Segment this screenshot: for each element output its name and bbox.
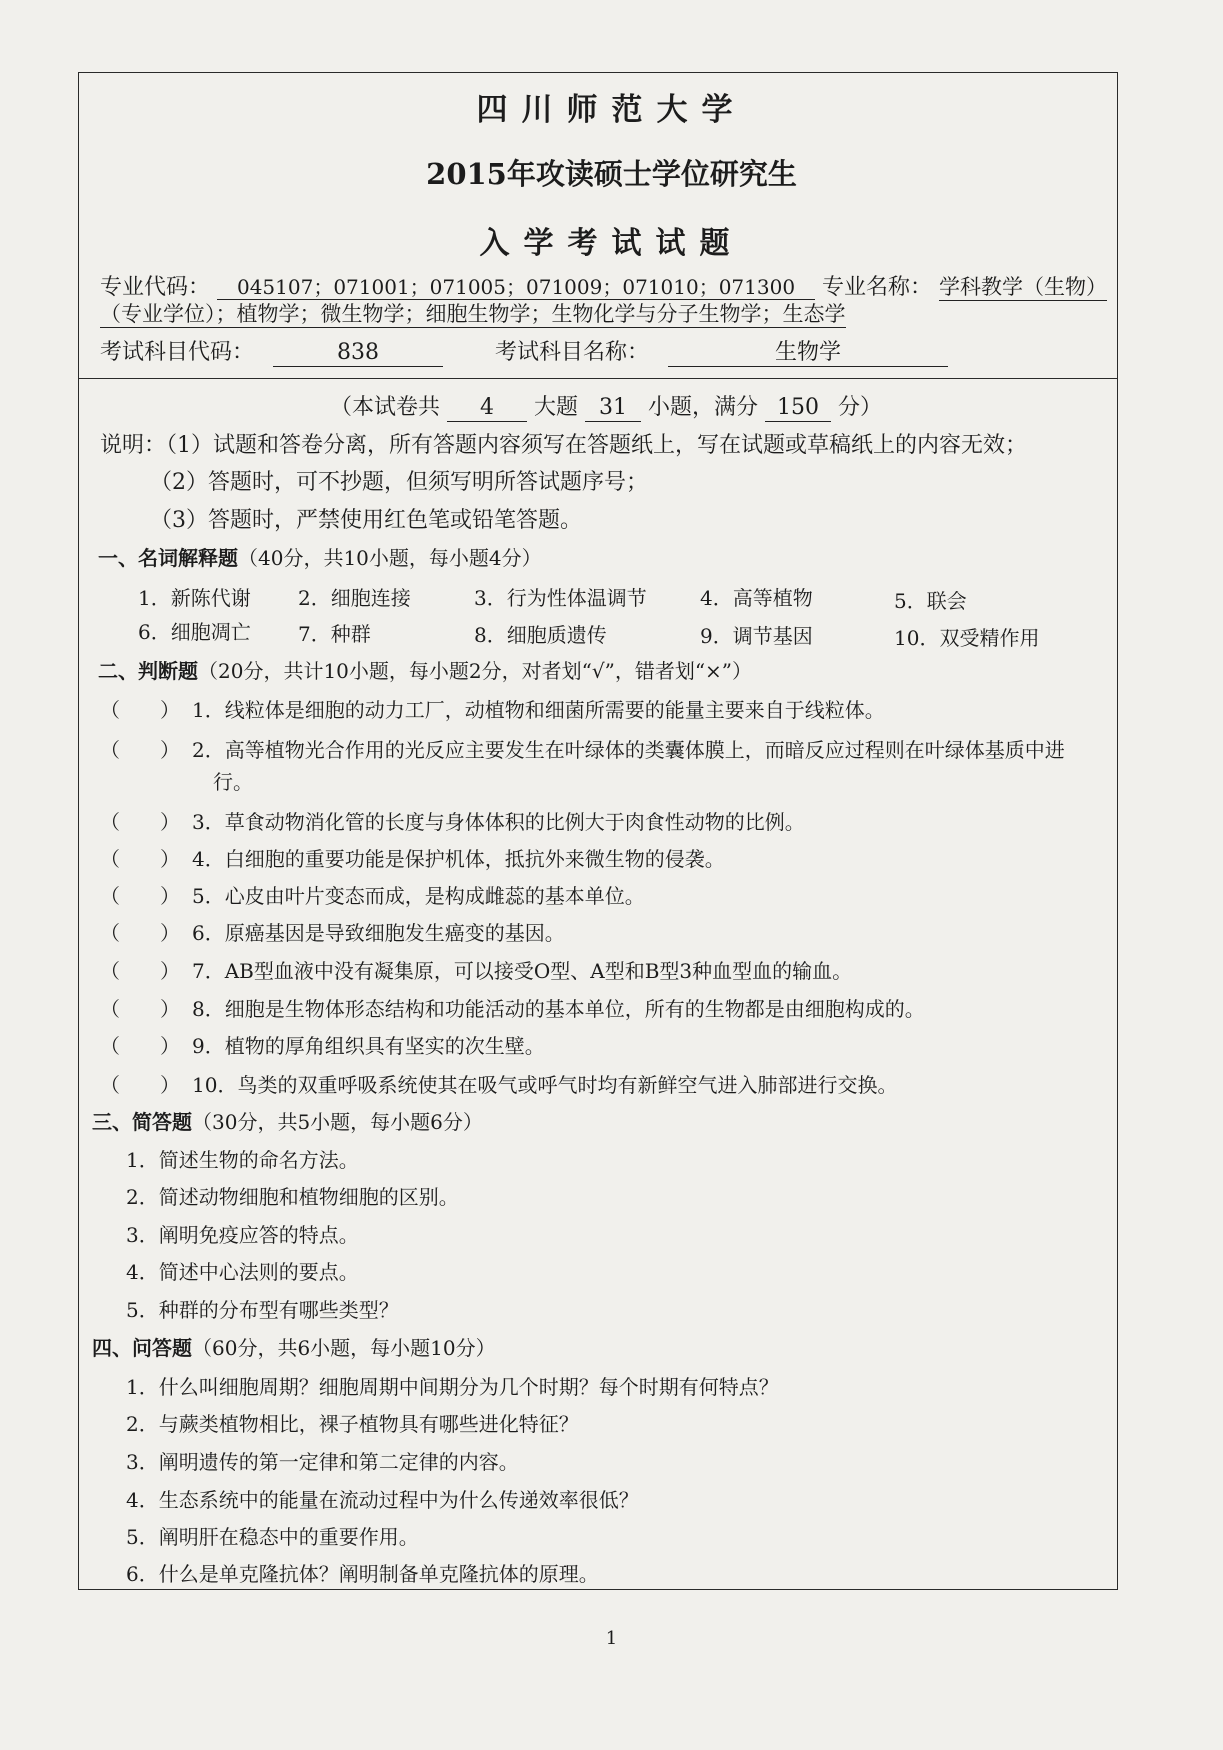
- term-6: 6．细胞凋亡: [138, 620, 251, 644]
- short-answer-3: 3．阐明免疫应答的特点。: [126, 1223, 359, 1247]
- header-divider: [78, 378, 1118, 379]
- essay-question-6: 6．什么是单克隆抗体？阐明制备单克隆抗体的原理。: [126, 1562, 599, 1586]
- note-3: （3）答题时，严禁使用红色笔或铅笔答题。: [150, 508, 582, 533]
- judge-item-2: [100, 734, 1065, 763]
- term-10: 10．双受精作用: [894, 626, 1040, 650]
- judge-item-1: [100, 694, 885, 723]
- page-number: 1: [605, 1628, 618, 1649]
- term-8: 8．细胞质遗传: [474, 623, 607, 647]
- judge-item-9: [100, 1030, 545, 1059]
- section4-heading: [92, 1332, 496, 1361]
- judge-item-6: [100, 917, 565, 946]
- judge-item-2-cont: 行。: [213, 770, 253, 794]
- major-name-value-2: （专业学位）；植物学；微生物学；细胞生物学；生物化学与分子生物学；生态学: [100, 302, 846, 328]
- answer-blank: （ ）: [100, 1034, 180, 1058]
- essay-question-5: 5．阐明肝在稳态中的重要作用。: [126, 1525, 419, 1549]
- note-1: 说明：（1）试题和答卷分离，所有答题内容须写在答题纸上，写在试题或草稿纸上的内容无效；: [100, 433, 1028, 458]
- term-5: 5．联会: [894, 589, 967, 613]
- judge-text: 10．鸟类的双重呼吸系统使其在吸气或呼气时均有新鲜空气进入肺部进行交换。: [192, 1073, 898, 1097]
- judge-item-3: [100, 806, 805, 835]
- term-1: 1．新陈代谢: [138, 586, 251, 610]
- section3-title: 三、简答题: [92, 1110, 192, 1134]
- term-3: 3．行为性体温调节: [474, 586, 647, 610]
- judge-item-8: [100, 993, 925, 1022]
- major-code-value: 045107；071001；071005；071009；071010；071300: [217, 275, 815, 300]
- answer-blank: （ ）: [100, 959, 180, 983]
- answer-blank: （ ）: [100, 810, 180, 834]
- short-answer-5: 5．种群的分布型有哪些类型？: [126, 1298, 399, 1322]
- summary-small-count: 31: [585, 395, 641, 422]
- section4-title: 四、问答题: [92, 1336, 192, 1360]
- term-7: 7．种群: [298, 622, 371, 646]
- note-2: （2）答题时，可不抄题，但须写明所答试题序号；: [150, 470, 648, 495]
- answer-blank: （ ）: [100, 884, 180, 908]
- major-name-value-1: 学科教学（生物）: [939, 275, 1107, 301]
- section2-title: 二、判断题: [98, 659, 198, 683]
- essay-question-1: 1．什么叫细胞周期？细胞周期中间期分为几个时期？每个时期有何特点？: [126, 1375, 779, 1399]
- judge-text: 6．原癌基因是导致细胞发生癌变的基因。: [192, 921, 565, 945]
- judge-text: 3．草食动物消化管的长度与身体体积的比例大于肉食性动物的比例。: [192, 810, 805, 834]
- section1-title: 一、名词解释题: [98, 546, 238, 570]
- judge-item-4: [100, 843, 725, 872]
- major-code-line: [100, 270, 1107, 301]
- short-answer-1: 1．简述生物的命名方法。: [126, 1148, 359, 1172]
- short-answer-2: 2．简述动物细胞和植物细胞的区别。: [126, 1185, 459, 1209]
- judge-text: 1．线粒体是细胞的动力工厂，动植物和细菌所需要的能量主要来自于线粒体。: [192, 698, 885, 722]
- term-9: 9．调节基因: [700, 624, 813, 648]
- major-code-label: 专业代码：: [100, 275, 211, 300]
- short-answer-4: 4．简述中心法则的要点。: [126, 1260, 359, 1284]
- answer-blank: （ ）: [100, 1073, 180, 1097]
- answer-blank: （ ）: [100, 921, 180, 945]
- judge-item-10: [100, 1069, 897, 1098]
- judge-text: 4．白细胞的重要功能是保护机体，抵抗外来微生物的侵袭。: [192, 847, 725, 871]
- summary-big-count: 4: [447, 395, 527, 422]
- section2-desc: （20分，共计10小题，每小题2分，对者划“√”，错者划“×”）: [198, 659, 753, 683]
- summary-score: 150: [765, 395, 831, 422]
- answer-blank: （ ）: [100, 997, 180, 1021]
- essay-question-4: 4．生态系统中的能量在流动过程中为什么传递效率很低？: [126, 1488, 639, 1512]
- section2-heading: [98, 655, 752, 684]
- section1-heading: [98, 542, 542, 571]
- subject-name-value: 生物学: [668, 340, 948, 367]
- section1-desc: （40分，共10小题，每小题4分）: [238, 546, 542, 570]
- section4-desc: （60分，共6小题，每小题10分）: [192, 1336, 496, 1360]
- judge-text: 5．心皮由叶片变态而成，是构成雌蕊的基本单位。: [192, 884, 645, 908]
- subject-code-label: 考试科目代码：: [100, 340, 255, 365]
- answer-blank: （ ）: [100, 738, 180, 762]
- major-name-line-2: [100, 302, 846, 328]
- summary-suffix: 分）: [838, 395, 883, 420]
- summary-small-label: 小题，满分: [648, 395, 759, 420]
- essay-question-3: 3．阐明遗传的第一定律和第二定律的内容。: [126, 1450, 519, 1474]
- exam-year-title: 2015年攻读硕士学位研究生: [426, 157, 797, 191]
- summary-big-label: 大题: [534, 395, 579, 420]
- judge-text: 2．高等植物光合作用的光反应主要发生在叶绿体的类囊体膜上，而暗反应过程则在叶绿体基质中进: [192, 738, 1065, 762]
- judge-item-7: [100, 955, 852, 984]
- judge-text: 9．植物的厚角组织具有坚实的次生壁。: [192, 1034, 545, 1058]
- section3-desc: （30分，共5小题，每小题6分）: [192, 1110, 483, 1134]
- subject-name-label: 考试科目名称：: [495, 340, 650, 365]
- judge-text: 7．AB型血液中没有凝集原，可以接受O型、A型和B型3种血型血的输血。: [192, 959, 853, 983]
- university-name: 四川师范大学: [476, 92, 747, 128]
- section3-heading: [92, 1106, 483, 1135]
- exam-title: 入学考试试题: [479, 226, 744, 261]
- subject-code-value: 838: [273, 340, 443, 367]
- term-2: 2．细胞连接: [298, 586, 411, 610]
- essay-question-2: 2．与蕨类植物相比，裸子植物具有哪些进化特征？: [126, 1412, 579, 1436]
- judge-item-5: [100, 880, 645, 909]
- term-4: 4．高等植物: [700, 586, 813, 610]
- exam-summary: [330, 390, 882, 422]
- answer-blank: （ ）: [100, 847, 180, 871]
- judge-text: 8．细胞是生物体形态结构和功能活动的基本单位，所有的生物都是由细胞构成的。: [192, 997, 925, 1021]
- subject-line: [100, 335, 948, 367]
- answer-blank: （ ）: [100, 698, 180, 722]
- major-name-label: 专业名称：: [822, 275, 933, 300]
- summary-prefix: （本试卷共: [330, 395, 441, 420]
